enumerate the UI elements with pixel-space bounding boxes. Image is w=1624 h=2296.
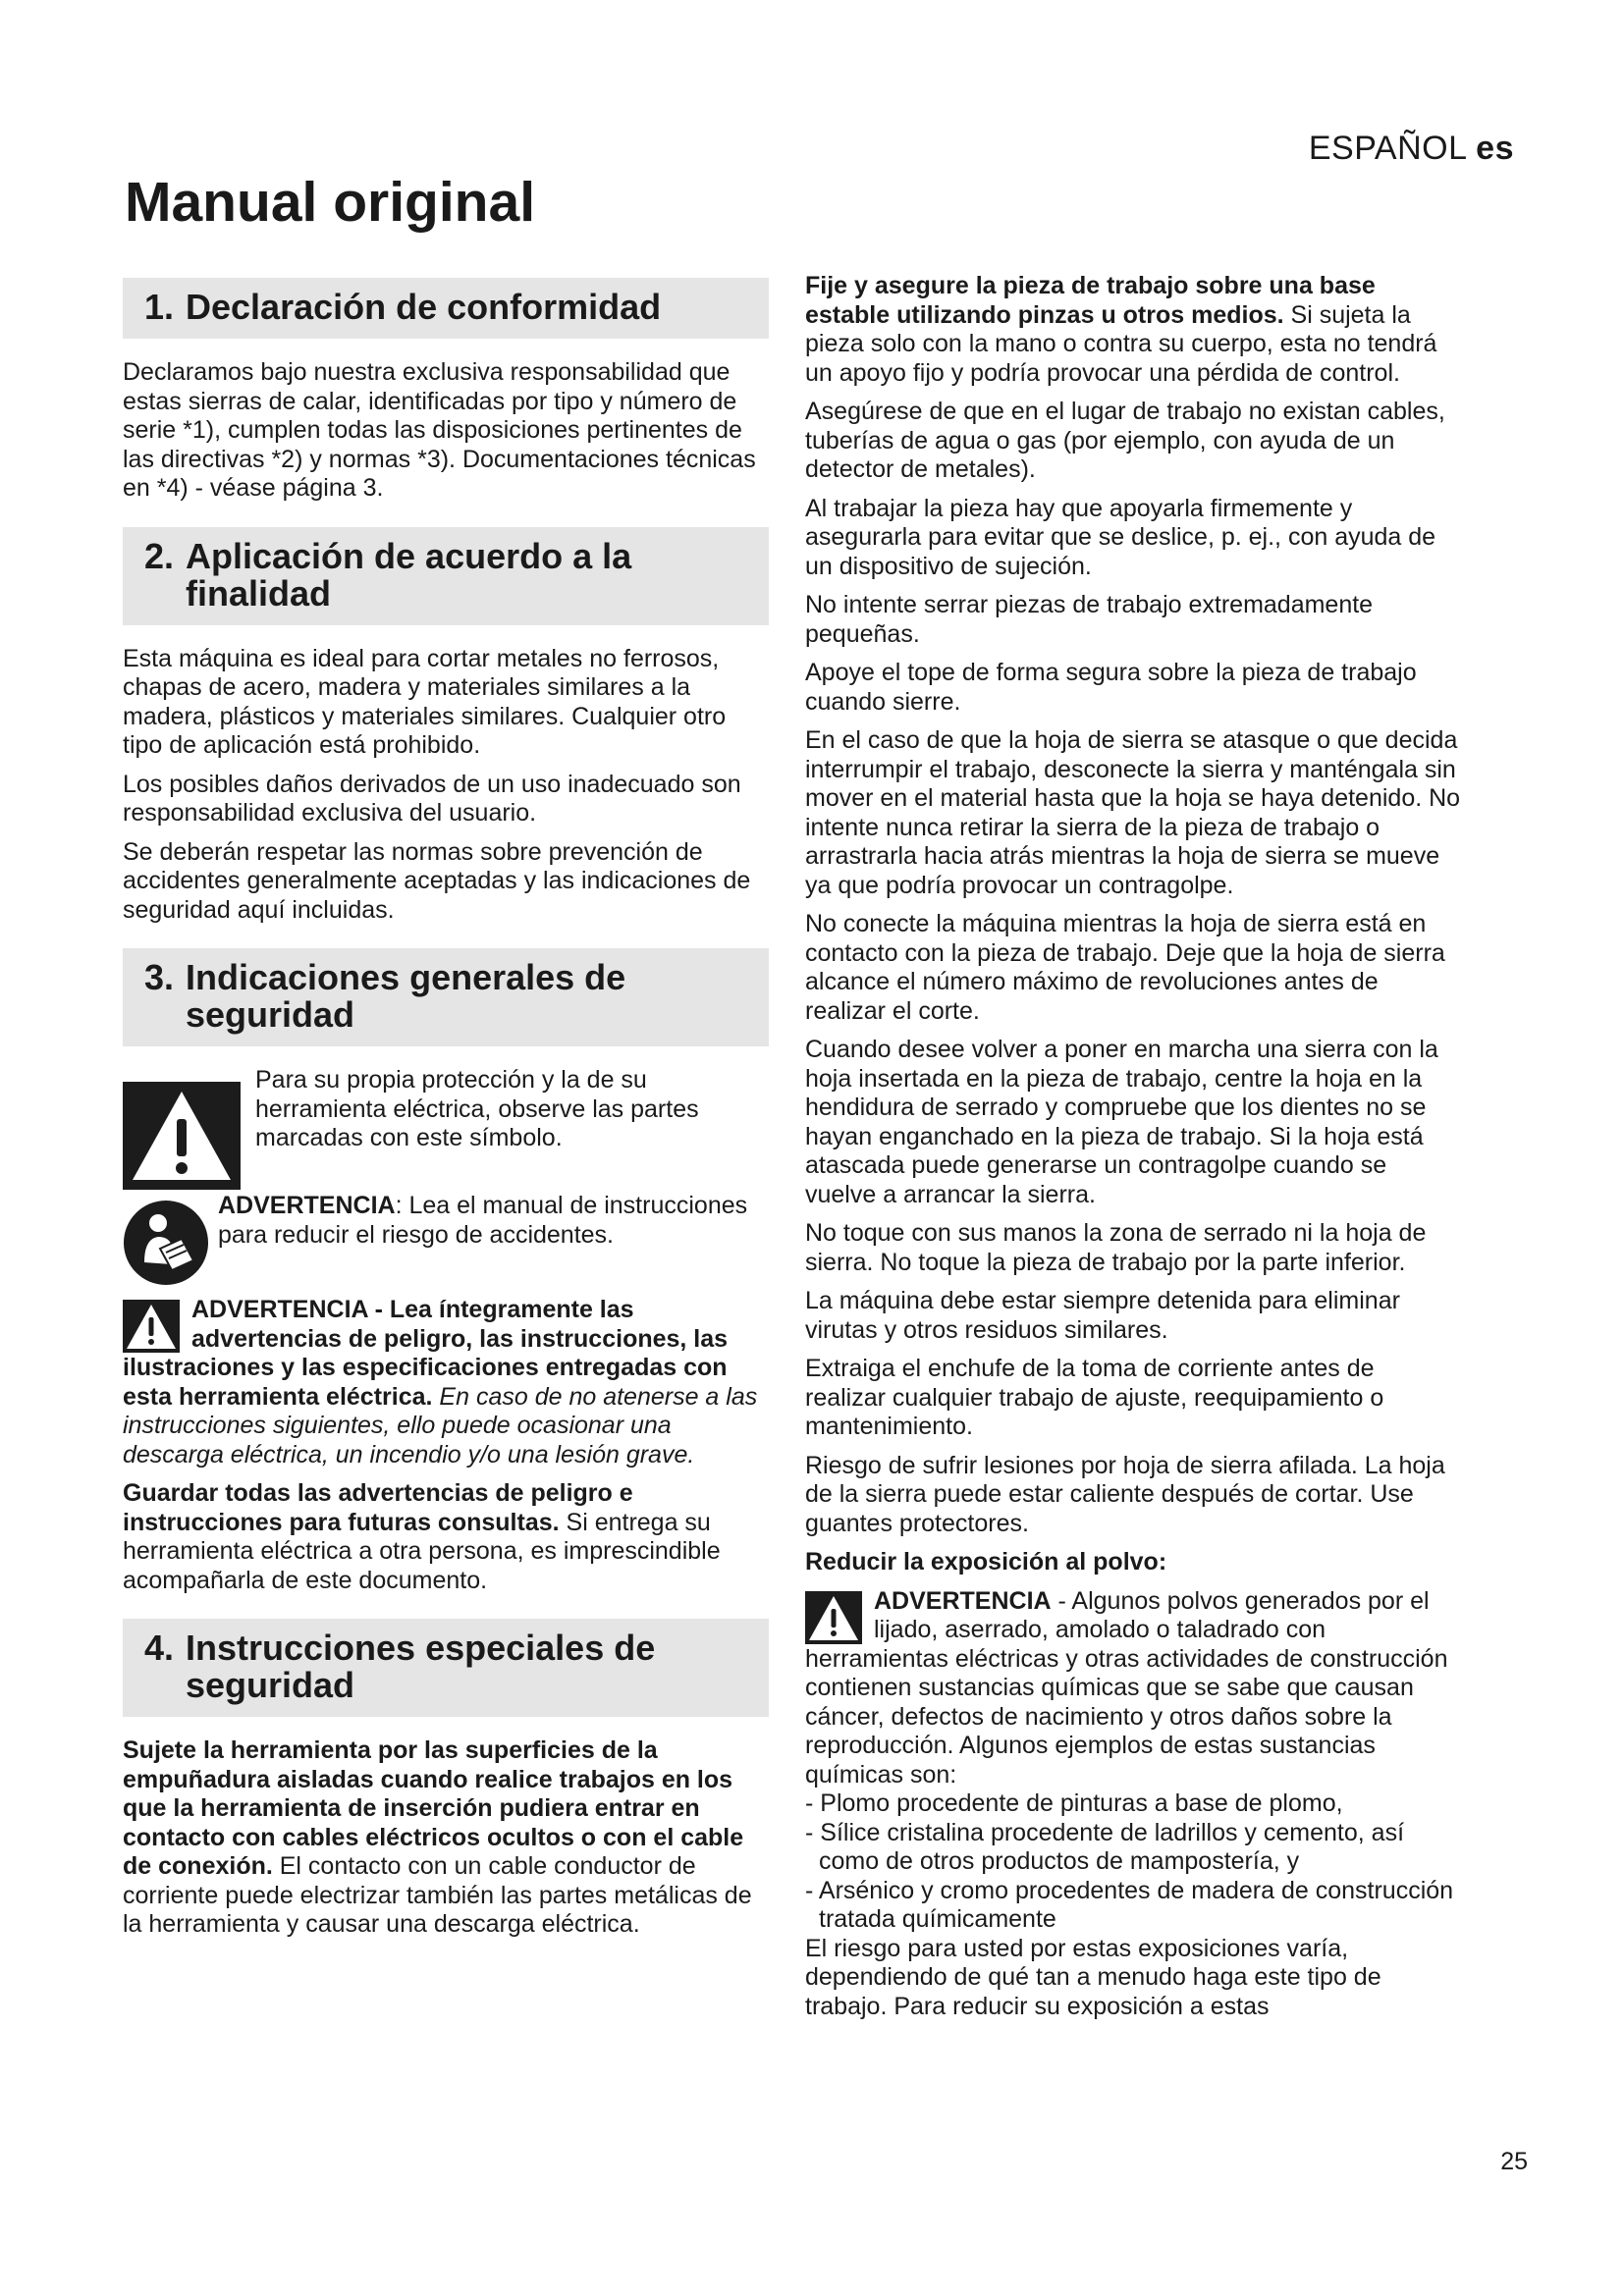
general-warning-italic: En caso de no atenerse a las instrucciones siguientes, ello puede ocasionar una descarga eléctrica, un incendio y/o una lesión grave. bbox=[123, 1382, 758, 1468]
language-name: ESPAÑOL bbox=[1308, 130, 1467, 167]
warning-triangle-icon bbox=[123, 1082, 241, 1190]
keep-instructions-bold: Guardar todas las advertencias de peligro e instrucciones para futuras consultas. bbox=[123, 1479, 633, 1536]
do-not-touch-paragraph: No toque con sus manos la zona de serrado ni la hoja de sierra. No toque la pieza de trabajo por la parte inferior. bbox=[805, 1219, 1427, 1276]
secure-workpiece-bold: Fije y asegure la pieza de trabajo sobre una base estable utilizando pinzas u otros medios. bbox=[805, 272, 1376, 329]
left-column bbox=[123, 278, 769, 1949]
section-3-heading bbox=[123, 948, 769, 1046]
start-machine-paragraph: No conecte la máquina mientras la hoja de sierra está en contacto con la pieza de trabajo. Deje que la hoja de sierra alcance el número máximo de revoluciones antes de realizar el corte. bbox=[805, 910, 1445, 1025]
dust-warning-text: - Algunos polvos generados por el lijado, aserrado, amolado o taladrado con herramientas eléctricas y otras actividades de construcción contienen sustancias químicas que se sabe que causan cáncer, defectos de nacimiento y otros daños sobre la reproducción. Algunos ejemplos de estas sustancias químicas son: bbox=[805, 1586, 1448, 1789]
secure-workpiece-paragraph bbox=[805, 272, 1461, 388]
keep-instructions-paragraph bbox=[123, 1479, 769, 1595]
support-workpiece-paragraph: Al trabajar la pieza hay que apoyarla firmemente y asegurarla para evitar que se deslice, p. ej., con ayuda de un dispositivo de sujeción. bbox=[805, 494, 1436, 580]
list-item: - Sílice cristalina procedente de ladrillos y cemento, así como de otros productos de mampostería, y bbox=[805, 1818, 1405, 1875]
accident-prevention-paragraph: Se deberán respetar las normas sobre prevención de accidentes generalmente aceptadas y las indicaciones de seguridad aquí incluidas. bbox=[123, 837, 751, 924]
section-title-line-1: Instrucciones especiales de bbox=[186, 1628, 656, 1668]
dust-heading bbox=[805, 1548, 1461, 1577]
symbol-note-text: Para su propia protección y la de su herramienta eléctrica, observe las partes marcadas con este símbolo. bbox=[255, 1066, 699, 1151]
section-number: 4. bbox=[144, 1628, 175, 1668]
insulated-grip-bold: Sujete la herramienta por las superficies de la empuñadura aisladas cuando realice trabajos en los que la herramienta de inserción pudiera entrar en contacto con cables eléctricos ocultos o con el cable de conexión. bbox=[123, 1736, 744, 1880]
general-warning-paragraph bbox=[123, 1296, 769, 1469]
warning-triangle-icon bbox=[123, 1300, 180, 1353]
section-title-line-2: finalidad bbox=[186, 572, 332, 614]
page-number: 25 bbox=[1500, 2148, 1528, 2175]
remove-chips-paragraph: La máquina debe estar siempre detenida para eliminar virutas y otros residuos similares. bbox=[805, 1287, 1400, 1344]
secure-workpiece-text: Si sujeta la pieza solo con la mano o contra su cuerpo, esta no tendrá un apoyo fijo y podría provocar una pérdida de control. bbox=[805, 300, 1437, 387]
section-4-heading bbox=[123, 1619, 769, 1717]
misuse-paragraph: Los posibles daños derivados de un uso inadecuado son responsabilidad exclusiva del usuario. bbox=[123, 770, 741, 827]
section-title: Declaración de conformidad bbox=[186, 287, 662, 327]
safety-symbol-note bbox=[123, 1066, 769, 1176]
dust-heading-text: Reducir la exposición al polvo: bbox=[805, 1548, 1167, 1575]
right-column bbox=[805, 272, 1461, 2031]
intended-use-paragraph: Esta máquina es ideal para cortar metales no ferrosos, chapas de acero, madera y materiales similares a la madera, plásticos y materiales similares. Cualquier otro tipo de aplicación está prohibido. bbox=[123, 644, 727, 759]
read-manual-note bbox=[123, 1192, 769, 1282]
warning-triangle-icon bbox=[805, 1591, 862, 1644]
section-number: 3. bbox=[144, 957, 175, 997]
general-warning-bold: ADVERTENCIA - Lea íntegramente las advertencias de peligro, las instrucciones, las ilustraciones y las especificaciones entregadas con esta herramienta eléctrica. bbox=[123, 1296, 729, 1411]
list-item: - Plomo procedente de pinturas a base de plomo, bbox=[805, 1789, 1343, 1817]
insulated-grip-paragraph bbox=[123, 1736, 769, 1940]
exposure-closing-paragraph: El riesgo para usted por estas exposiciones varía, dependiendo de qué tan a menudo haga este tipo de trabajo. Para reducir su exposición a estas bbox=[805, 1934, 1381, 2020]
section-title-line-2: seguridad bbox=[186, 1665, 355, 1705]
restart-saw-paragraph: Cuando desee volver a poner en marcha una sierra con la hoja insertada en la pieza de trabajo, centre la hoja en la hendidura de serrado y compruebe que los dientes no se hayan enganchado en la pieza de trabajo. Si la hoja está atascada puede generarse un contragolpe cuando se vuelve a arrancar la sierra. bbox=[805, 1036, 1438, 1208]
section-title-line-2: seguridad bbox=[186, 994, 355, 1035]
list-item: - Arsénico y cromo procedentes de madera de construcción tratada químicamente bbox=[805, 1876, 1454, 1933]
keep-instructions-text: Si entrega su herramienta eléctrica a otra persona, es imprescindible acompañarla de este documento. bbox=[123, 1508, 721, 1594]
read-manual-icon bbox=[123, 1200, 209, 1286]
manual-warning-label: ADVERTENCIA bbox=[218, 1192, 396, 1219]
dust-warning-paragraph bbox=[805, 1587, 1461, 1790]
language-code: es bbox=[1476, 130, 1514, 167]
section-title-line-1: Aplicación de acuerdo a la bbox=[186, 535, 632, 576]
sharp-blade-paragraph: Riesgo de sufrir lesiones por hoja de sierra afilada. La hoja de la sierra puede estar caliente después de cortar. Use guantes protectores. bbox=[805, 1451, 1445, 1537]
stop-support-paragraph: Apoye el tope de forma segura sobre la pieza de trabajo cuando sierre. bbox=[805, 659, 1417, 716]
conformity-text: Declaramos bajo nuestra exclusiva responsabilidad que estas sierras de calar, identificadas por tipo y número de serie *1), cumplen todas las disposiciones pertinentes de las directivas *2) y normas *3). Documentaciones técnicas en *4) - véase página 3. bbox=[123, 358, 756, 502]
language-tag bbox=[1309, 130, 1514, 168]
unplug-paragraph: Extraiga el enchufe de la toma de corriente antes de realizar cualquier trabajo de ajuste, reequipamiento o mantenimiento. bbox=[805, 1355, 1384, 1440]
blade-jam-paragraph: En el caso de que la hoja de sierra se atasque o que decida interrumpir el trabajo, desconecte la sierra y manténgala sin mover en el material hasta que la hoja se haya detenido. No intente nunca retirar la sierra de la pieza de trabajo o arrastrarla hacia atrás mientras la hoja de sierra se mueve ya que podría provocar un contragolpe. bbox=[805, 726, 1461, 899]
chemicals-list bbox=[805, 1789, 1461, 1935]
page-title: Manual original bbox=[125, 171, 536, 234]
section-title-line-1: Indicaciones generales de bbox=[186, 957, 626, 997]
dust-warning-label: ADVERTENCIA bbox=[874, 1586, 1052, 1615]
small-pieces-paragraph: No intente serrar piezas de trabajo extremadamente pequeñas. bbox=[805, 591, 1374, 648]
check-cables-paragraph: Asegúrese de que en el lugar de trabajo no existan cables, tuberías de agua o gas (por ejemplo, con ayuda de un detector de metales). bbox=[805, 398, 1445, 483]
section-number: 2. bbox=[144, 535, 175, 576]
section-2-heading bbox=[123, 527, 769, 625]
manual-warning-text: : Lea el manual de instrucciones para reducir el riesgo de accidentes. bbox=[218, 1192, 748, 1249]
section-number: 1. bbox=[144, 287, 175, 327]
insulated-grip-text: El contacto con un cable conductor de corriente puede electrizar también las partes metálicas de la herramienta y causar una descarga eléctrica. bbox=[123, 1852, 752, 1938]
section-1-heading bbox=[123, 278, 769, 339]
